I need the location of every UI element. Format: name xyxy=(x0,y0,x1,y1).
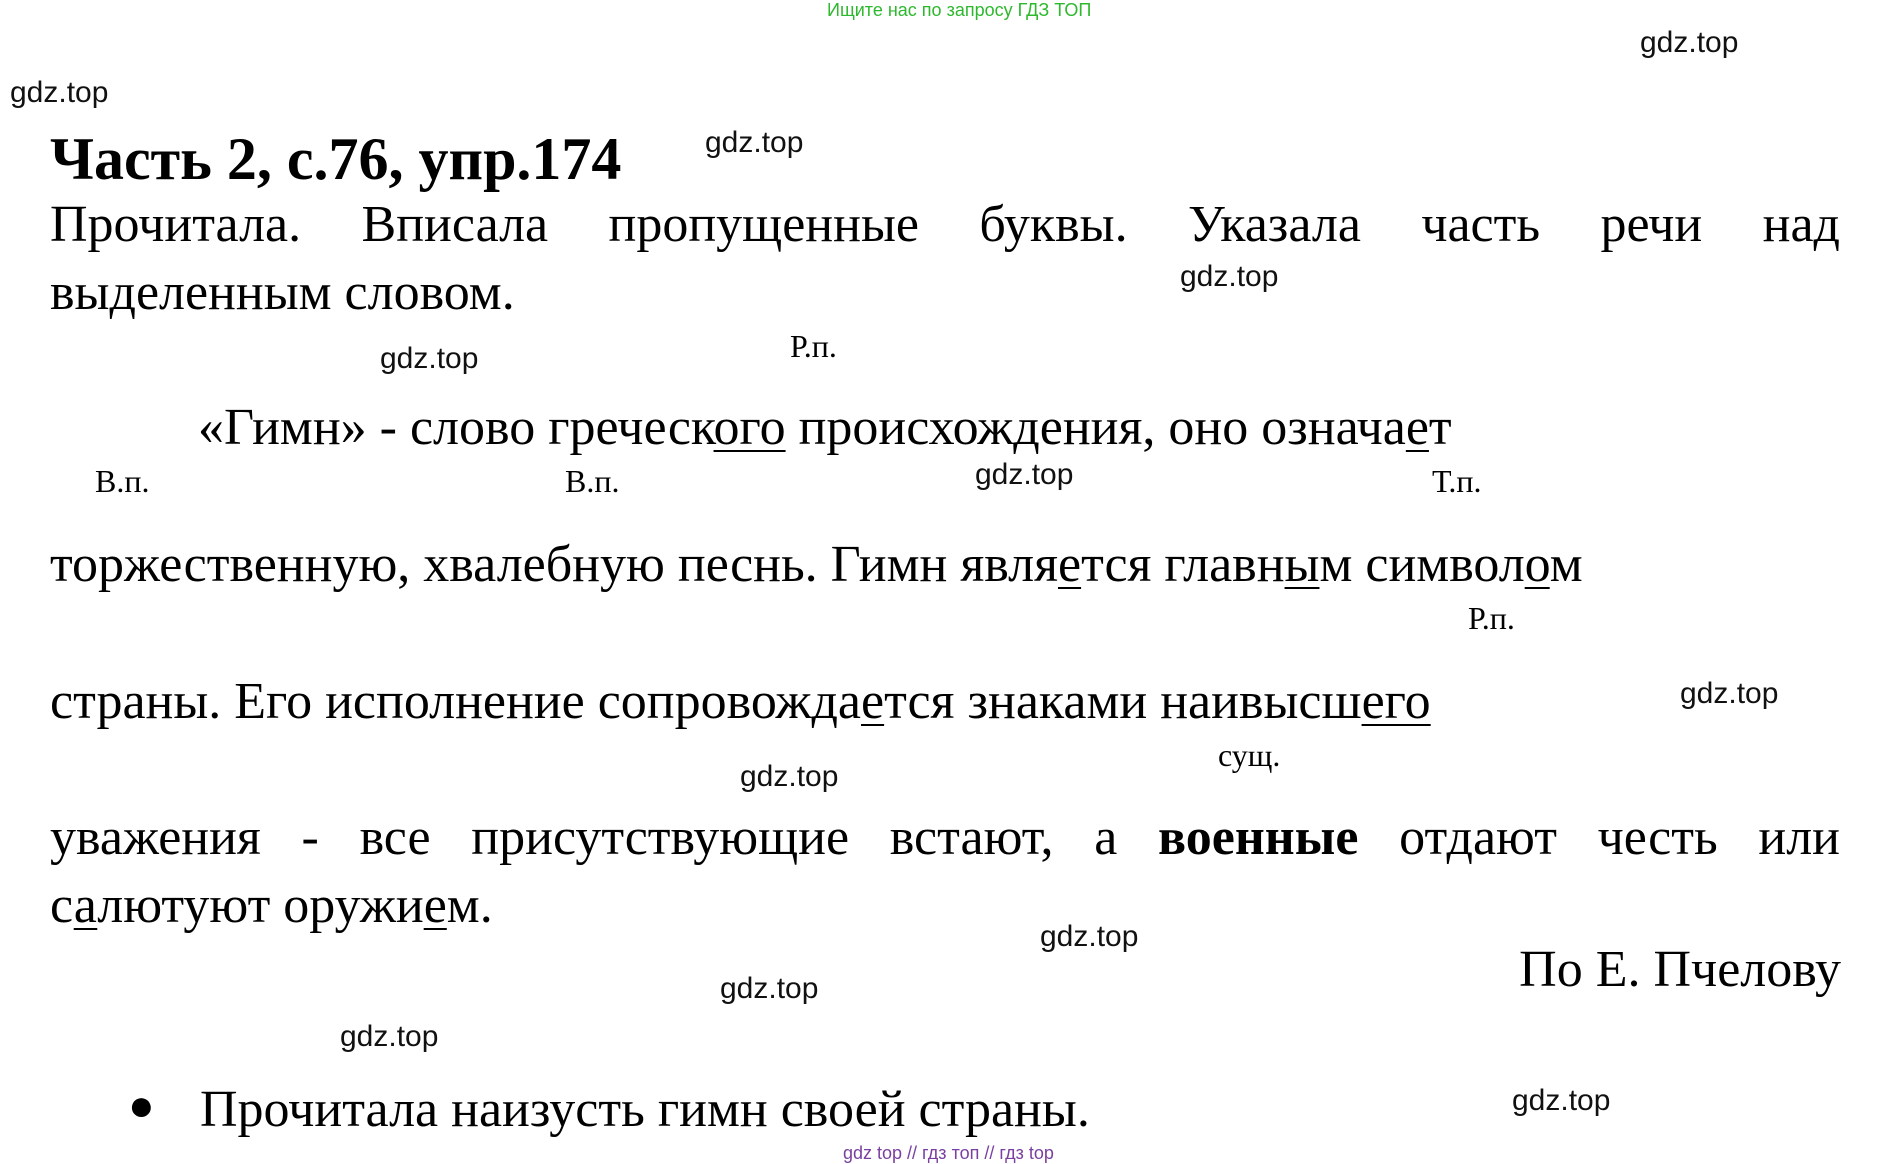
text-fragment: с xyxy=(50,877,74,934)
intro-line-2: выделенным словом. xyxy=(50,264,515,321)
text-fragment: м символ xyxy=(1319,536,1525,593)
text-fragment: тся главн xyxy=(1081,536,1285,593)
watermark: gdz.top xyxy=(720,972,819,1005)
text-fragment: отдают честь или xyxy=(1358,809,1840,866)
bullet-item: Прочитала наизусть гимн своей страны. xyxy=(200,1081,1090,1138)
case-label: В.п. xyxy=(95,463,150,499)
inserted-letters: ы xyxy=(1284,536,1320,593)
inserted-letters: о xyxy=(1524,536,1550,593)
watermark: gdz.top xyxy=(1180,260,1279,293)
text-fragment: т xyxy=(1428,399,1452,456)
case-label: В.п. xyxy=(565,463,620,499)
watermark: gdz.top xyxy=(10,76,109,109)
top-banner: Ищите нас по запросу ГДЗ ТОП xyxy=(827,0,1092,20)
bullet-icon: ● xyxy=(128,1081,155,1130)
text-fragment: страны. Его исполнение сопровожда xyxy=(50,673,862,730)
text-fragment: «Гимн» - слово греческ xyxy=(198,399,714,456)
inserted-letters: а xyxy=(73,877,98,934)
text-fragment: происхождения, оно означа xyxy=(785,399,1406,456)
text-fragment: м xyxy=(1549,536,1583,593)
author-attribution: По Е. Пчелову xyxy=(1519,941,1841,998)
part-of-speech-label: сущ. xyxy=(1218,737,1281,773)
text-fragment: лютуют оружи xyxy=(97,877,424,934)
watermark: gdz.top xyxy=(740,760,839,793)
inserted-letters: е xyxy=(423,877,447,934)
text-line-3 xyxy=(50,672,1431,731)
watermark: gdz.top xyxy=(1512,1084,1611,1117)
text-line-1 xyxy=(198,398,1452,457)
text-line-2 xyxy=(50,535,1583,594)
watermark: gdz.top xyxy=(975,458,1074,491)
watermark: gdz.top xyxy=(340,1020,439,1053)
watermark: gdz.top xyxy=(1680,677,1779,710)
text-fragment: м. xyxy=(446,877,493,934)
text-line-4 xyxy=(50,808,1840,867)
inserted-letters: е xyxy=(1057,536,1082,593)
intro-line-1: Прочитала. Вписала пропущенные буквы. Указала часть речи над xyxy=(50,196,1840,253)
inserted-letters: ого xyxy=(713,399,786,456)
text-fragment: тся знаками наивысш xyxy=(884,673,1362,730)
watermark: gdz.top xyxy=(1640,26,1739,59)
page-title: Часть 2, с.76, упр.174 xyxy=(50,126,622,192)
highlighted-word: военные xyxy=(1158,809,1359,866)
inserted-letters: его xyxy=(1361,673,1431,730)
case-label: Р.п. xyxy=(790,328,837,364)
watermark: gdz.top xyxy=(380,342,479,375)
watermark: gdz.top xyxy=(705,126,804,159)
bottom-banner: gdz top // гдз топ // гдз top xyxy=(843,1143,1054,1163)
text-fragment: уважения - все присутствующие встают, а xyxy=(50,809,1159,866)
text-line-5 xyxy=(50,876,493,935)
watermark: gdz.top xyxy=(1040,920,1139,953)
inserted-letters: е xyxy=(1405,399,1429,456)
case-label: Р.п. xyxy=(1468,600,1515,636)
inserted-letters: е xyxy=(861,673,885,730)
case-label: Т.п. xyxy=(1432,463,1482,499)
text-fragment: торжественную, хвалебную песнь. Гимн явля xyxy=(50,536,1058,593)
